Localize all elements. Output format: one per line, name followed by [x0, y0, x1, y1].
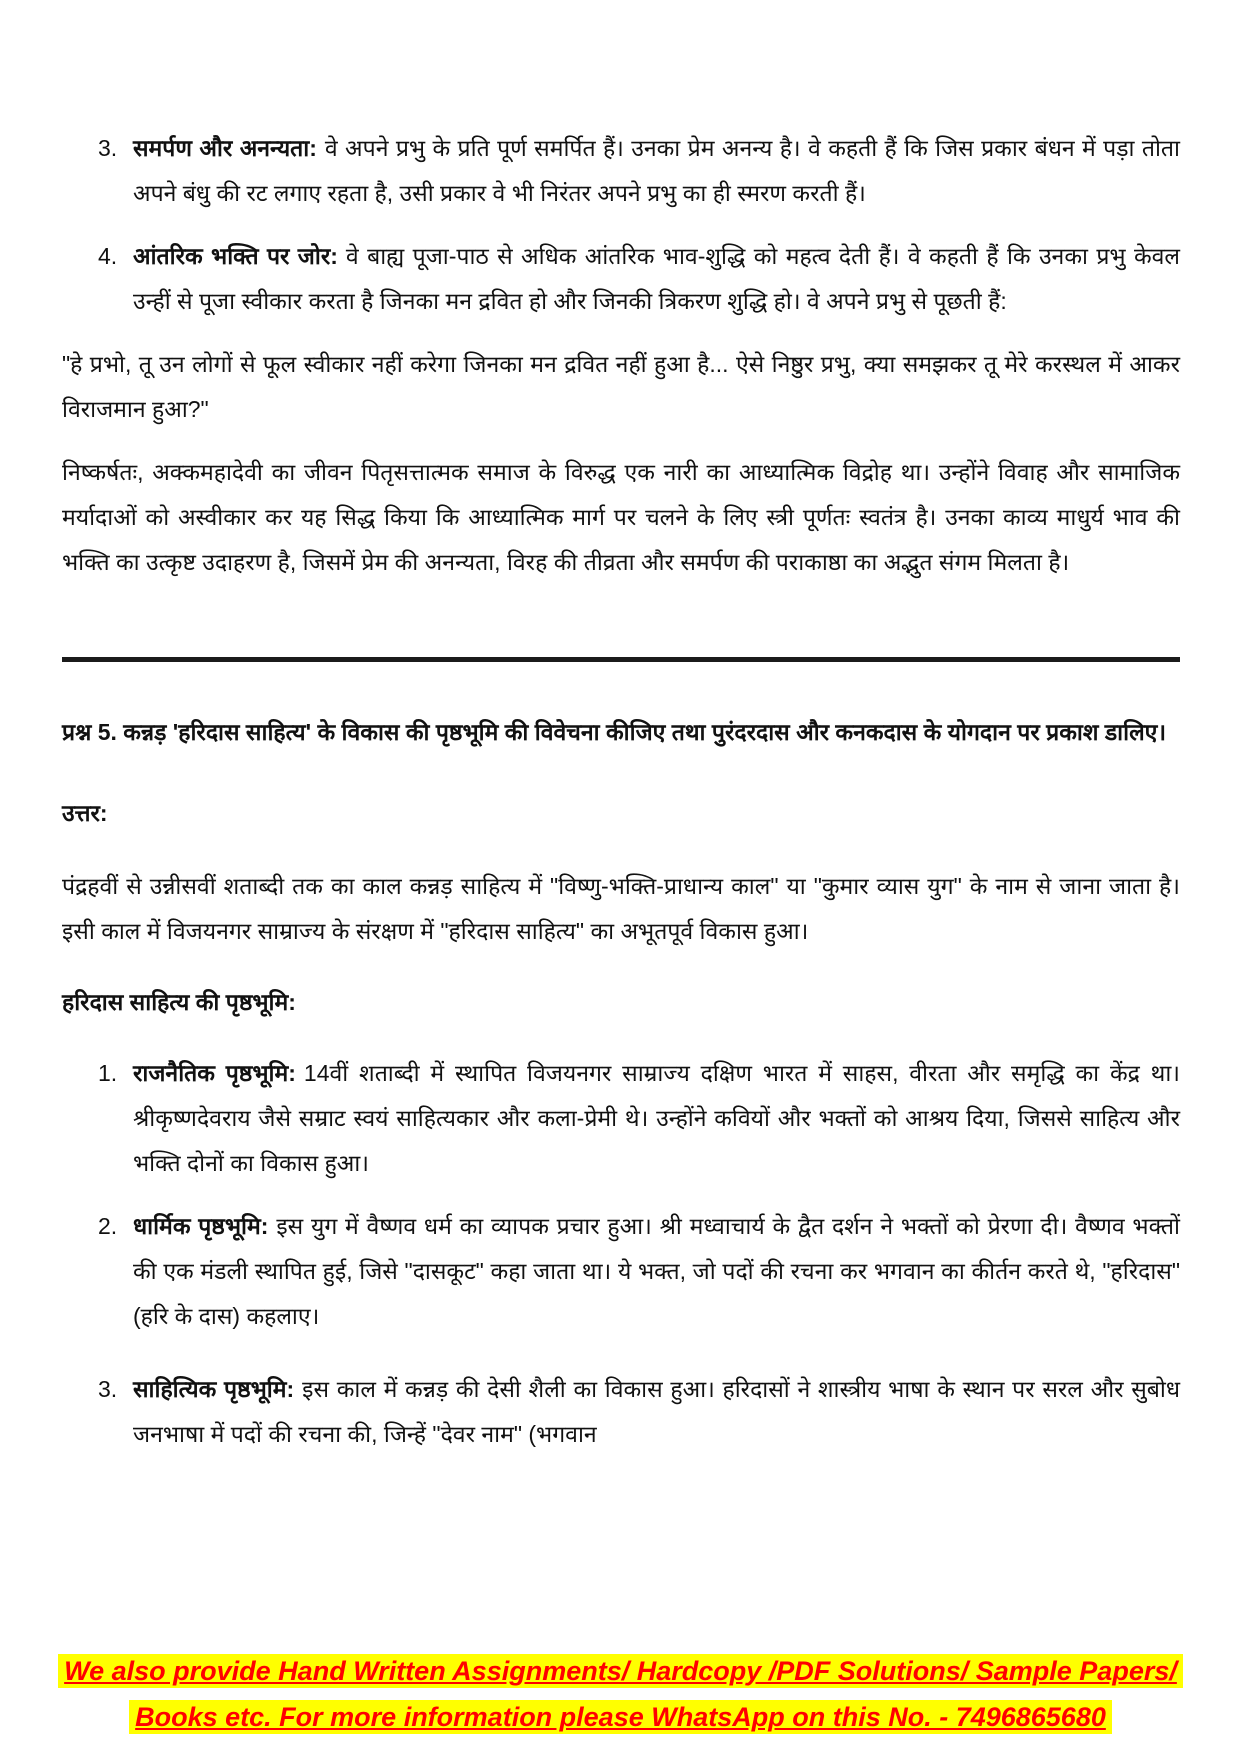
footer-line-2 — [0, 1694, 1241, 1740]
footer-banner — [0, 1648, 1241, 1740]
item-lead: राजनैतिक पृष्ठभूमि: — [133, 1060, 296, 1086]
item-text-block — [133, 1051, 1180, 1186]
footer-line-2-text: Books etc. For more information please WhatsApp on this No. - 7496865680 — [129, 1700, 1112, 1734]
item-text-block — [133, 1204, 1180, 1339]
footer-line-1 — [0, 1648, 1241, 1694]
item-lead: समर्पण और अनन्यता: — [133, 135, 317, 161]
numbered-list-devotion-points — [62, 126, 1180, 324]
item-text: वे अपने प्रभु के प्रति पूर्ण समर्पित हैं। उनका प्रेम अनन्य है। वे कहती हैं कि जिस प्रकार बंधन में पड़ा तोता अपने बंधु की रट लगाए रहता है, उसी प्रकार वे भी निरंतर अपने प्रभु का ही स्मरण करती हैं। — [133, 135, 1180, 206]
item-lead: आंतरिक भक्ति पर जोर: — [133, 243, 338, 269]
item-text: इस काल में कन्नड़ की देसी शैली का विकास हुआ। हरिदासों ने शास्त्रीय भाषा के स्थान पर सरल और सुबोध जनभाषा में पदों की रचना की, जिन्हें "देवर नाम" (भगवान — [133, 1376, 1180, 1447]
document-body — [62, 126, 1180, 1457]
item-text-block — [133, 126, 1180, 216]
item-text-block — [133, 1367, 1180, 1457]
list-item — [62, 1051, 1180, 1186]
item-number: 4. — [98, 243, 118, 269]
answer-intro-paragraph: पंद्रहवीं से उन्नीसवीं शताब्दी तक का काल कन्नड़ साहित्य में "विष्णु-भक्ति-प्राधान्य काल" या "कुमार व्यास युग" के नाम से जाना जाता है। इसी काल में विजयनगर साम्राज्य के संरक्षण में "हरिदास साहित्य" का अभूतपूर्व विकास हुआ। — [62, 873, 1180, 944]
conclusion-paragraph: निष्कर्षतः, अक्कमहादेवी का जीवन पितृसत्तात्मक समाज के विरुद्ध एक नारी का आध्यात्मिक विद्रोह था। उन्होंने विवाह और सामाजिक मर्यादाओं को अस्वीकार कर यह सिद्ध किया कि आध्यात्मिक मार्ग पर चलने के लिए स्त्री पूर्णतः स्वतंत्र है। उनका काव्य माधुर्य भाव की भक्ति का उत्कृष्ट उदाहरण है, जिसमें प्रेम की अनन्यता, विरह की तीव्रता और समर्पण की पराकाष्ठा का अद्भुत संगम मिलता है। — [62, 459, 1180, 575]
item-number: 3. — [98, 135, 118, 161]
item-text: 14वीं शताब्दी में स्थापित विजयनगर साम्राज्य दक्षिण भारत में साहस, वीरता और समृद्धि का केंद्र था। श्रीकृष्णदेवराय जैसे सम्राट स्वयं साहित्यकार और कला-प्रेमी थे। उन्होंने कवियों और भक्तों को आश्रय दिया, जिससे साहित्य और भक्ति दोनों का विकास हुआ। — [133, 1060, 1181, 1176]
list-item — [62, 234, 1180, 324]
item-number: 1. — [98, 1060, 118, 1086]
item-lead: साहित्यिक पृष्ठभूमि: — [133, 1376, 295, 1402]
list-item — [62, 1204, 1180, 1339]
quote-paragraph: "हे प्रभो, तू उन लोगों से फूल स्वीकार नहीं करेगा जिनका मन द्रवित नहीं हुआ है... ऐसे निष्ठुर प्रभु, क्या समझकर तू मेरे करस्थल में आकर विराजमान हुआ?" — [62, 351, 1180, 422]
item-lead: धार्मिक पृष्ठभूमि: — [133, 1213, 269, 1239]
item-text-block — [133, 234, 1180, 324]
item-number: 2. — [98, 1213, 118, 1239]
list-item — [62, 126, 1180, 216]
item-text: इस युग में वैष्णव धर्म का व्यापक प्रचार हुआ। श्री मध्वाचार्य के द्वैत दर्शन ने भक्तों को प्रेरणा दी। वैष्णव भक्तों की एक मंडली स्थापित हुई, जिसे "दासकूट" कहा जाता था। ये भक्त, जो पदों की रचना कर भगवान का कीर्तन करते थे, "हरिदास" (हरि के दास) कहलाए। — [133, 1213, 1180, 1329]
numbered-list-background-points — [62, 1051, 1180, 1457]
section-divider — [62, 657, 1180, 662]
item-text: वे बाह्य पूजा-पाठ से अधिक आंतरिक भाव-शुद्धि को महत्व देती हैं। वे कहती हैं कि उनका प्रभु केवल उन्हीं से पूजा स्वीकार करता है जिनका मन द्रवित हो और जिनकी त्रिकरण शुद्धि हो। वे अपने प्रभु से पूछती हैं: — [133, 243, 1180, 314]
list-item — [62, 1367, 1180, 1457]
footer-line-1-text: We also provide Hand Written Assignments/ Hardcopy /PDF Solutions/ Sample Papers/ — [58, 1654, 1183, 1688]
subsection-heading: हरिदास साहित्य की पृष्ठभूमि: — [62, 989, 296, 1015]
question-heading: प्रश्न 5. कन्नड़ 'हरिदास साहित्य' के विकास की पृष्ठभूमि की विवेचना कीजिए तथा पुरंदरदास और कनकदास के योगदान पर प्रकाश डालिए। — [62, 719, 1167, 745]
item-number: 3. — [98, 1376, 118, 1402]
answer-label: उत्तर: — [62, 800, 108, 826]
